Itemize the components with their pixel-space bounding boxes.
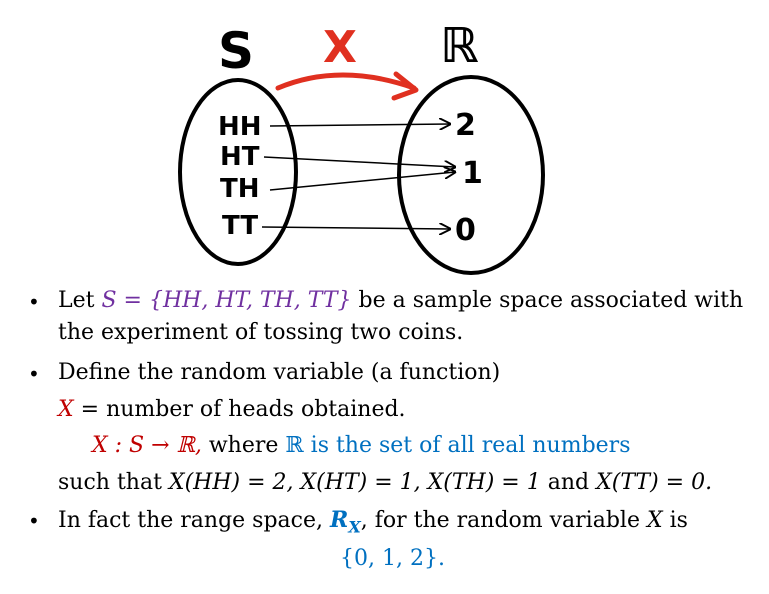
real-numbers-note: ℝ is the set of all real numbers xyxy=(285,433,631,458)
range-x: X xyxy=(646,508,663,533)
x-symbol: X xyxy=(58,397,74,422)
map-expression: X : S → ℝ, xyxy=(92,433,202,458)
bullet-2: • xyxy=(28,362,40,386)
x-definition-text: = number of heads obtained. xyxy=(73,397,406,422)
explanation-text xyxy=(0,282,769,594)
map-line xyxy=(92,435,631,457)
and-text: and xyxy=(540,470,597,495)
where-text: where xyxy=(201,433,286,458)
values-expression-end: X(TT) = 0. xyxy=(596,470,713,495)
bullet-1: • xyxy=(28,290,40,314)
outcome-ht: HT xyxy=(220,142,260,172)
arrow-hh-2 xyxy=(270,124,450,126)
arrow-ht-1 xyxy=(264,157,455,167)
value-0: 0 xyxy=(455,213,476,248)
such-that-line xyxy=(58,472,712,494)
range-prefix: In fact the range space, xyxy=(58,508,331,533)
value-2: 2 xyxy=(455,108,476,143)
mapping-diagram xyxy=(0,0,769,280)
x-definition xyxy=(58,399,406,421)
function-label: X xyxy=(323,22,357,73)
outcome-tt: TT xyxy=(222,211,259,241)
range-subscript: X xyxy=(348,517,361,537)
range-symbol: R xyxy=(330,507,349,533)
range-end: is xyxy=(662,508,688,533)
range-set: {0, 1, 2}. xyxy=(340,546,445,571)
value-1: 1 xyxy=(462,156,483,191)
arrow-tt-0 xyxy=(262,227,450,229)
outcome-th: TH xyxy=(220,174,260,204)
outcome-hh: HH xyxy=(218,112,262,142)
bullet-2-line-1: Define the random variable (a function) xyxy=(58,360,501,385)
bullet-1-rest: be a sample space associated with xyxy=(351,288,744,313)
function-arrow xyxy=(278,75,414,88)
bullet-1-line-1 xyxy=(58,290,743,312)
bullet-3-line-1 xyxy=(58,509,688,535)
bullet-1-line-2: the experiment of tossing two coins. xyxy=(58,320,464,345)
right-set-label: ℝ xyxy=(440,18,479,74)
range-mid: , for the random variable xyxy=(360,508,647,533)
sample-space-set: S = {HH, HT, TH, TT} xyxy=(101,288,352,313)
left-set-label: S xyxy=(218,22,255,80)
such-that-prefix: such that xyxy=(58,470,169,495)
bullet-3: • xyxy=(28,509,40,533)
values-expression: X(HH) = 2, X(HT) = 1, X(TH) = 1 xyxy=(168,470,541,495)
let-text: Let xyxy=(58,288,102,313)
